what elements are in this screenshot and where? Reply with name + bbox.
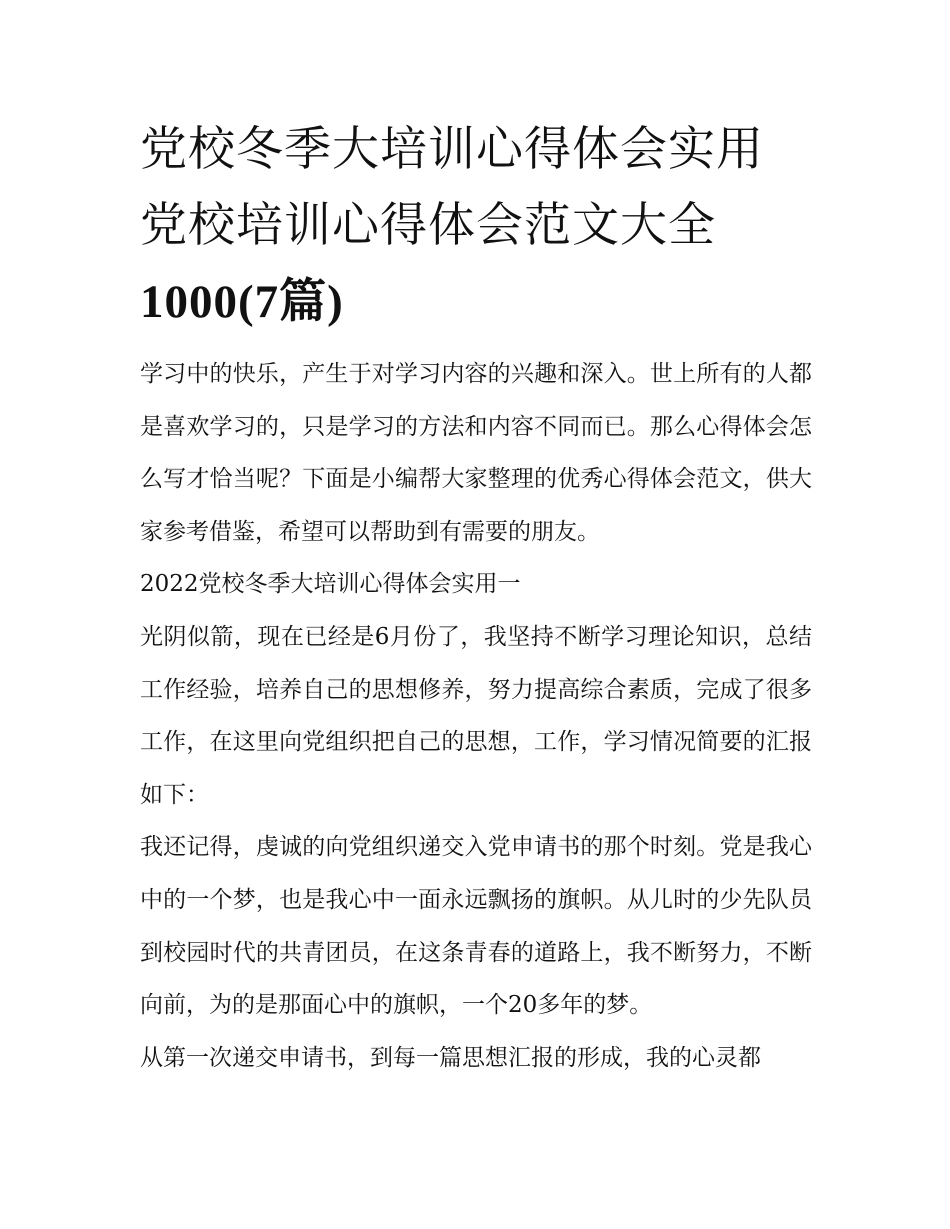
title-line-1: 党校冬季大培训心得体会实用 bbox=[140, 122, 764, 177]
document-title bbox=[140, 112, 812, 340]
title-line-3: 1000(7篇) bbox=[140, 276, 344, 328]
document-body bbox=[140, 348, 812, 1084]
body-paragraph: 我还记得，虔诚的向党组织递交入党申请书的那个时刻。党是我心中的一个梦，也是我心中一面永远飘扬的旗帜。从儿时的少先队员到校园时代的共青团员，在这条青春的道路上，我不断努力，不断向前，为的是那面心中的旗帜，一个20多年的梦。 bbox=[140, 834, 812, 1019]
title-line-2: 党校培训心得体会范文大全 bbox=[140, 198, 716, 253]
document-page bbox=[140, 112, 812, 1084]
body-paragraph: 光阴似箭，现在已经是6月份了，我坚持不断学习理论知识，总结工作经验，培养自己的思想修养，努力提高综合素质，完成了很多工作，在这里向党组织把自己的思想，工作，学习情况简要的汇报如下： bbox=[140, 623, 812, 808]
section-heading: 2022党校冬季大培训心得体会实用一 bbox=[140, 571, 521, 598]
body-paragraph-truncated: 从第一次递交申请书，到每一篇思想汇报的形成，我的心灵都 bbox=[140, 1044, 761, 1071]
intro-paragraph: 学习中的快乐，产生于对学习内容的兴趣和深入。世上所有的人都是喜欢学习的，只是学习的方法和内容不同而已。那么心得体会怎么写才恰当呢？下面是小编帮大家整理的优秀心得体会范文，供大家参考借鉴，希望可以帮助到有需要的朋友。 bbox=[140, 361, 812, 545]
